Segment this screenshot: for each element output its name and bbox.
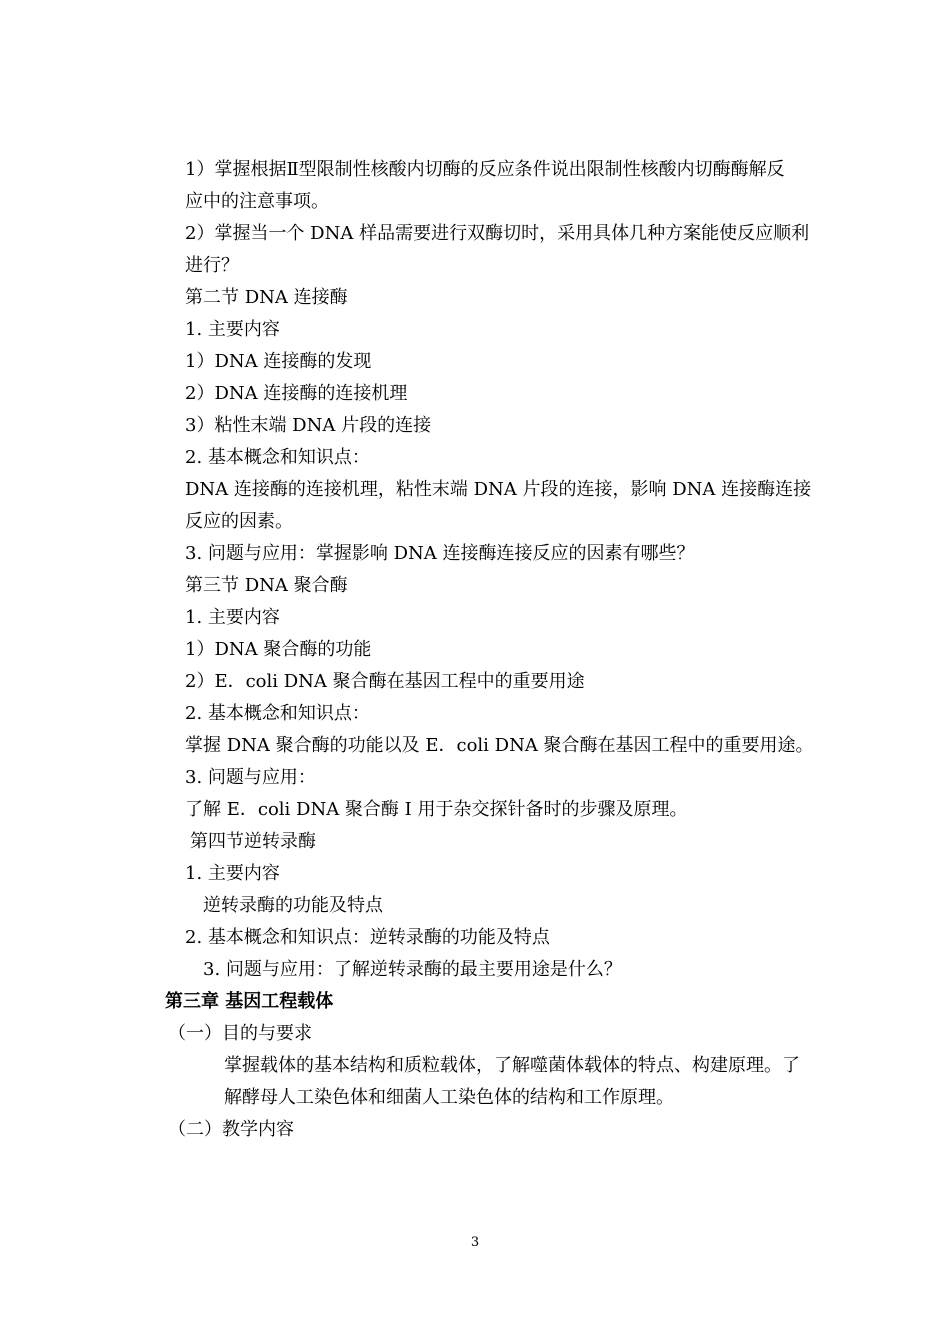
- text-line: 解酵母人工染色体和细菌人工染色体的结构和工作原理。: [224, 1087, 674, 1108]
- text-line: 进行？: [185, 255, 239, 276]
- text-line: 逆转录酶的功能及特点: [203, 895, 383, 916]
- text-line: 2）掌握当一个 DNA 样品需要进行双酶切时，采用具体几种方案能使反应顺利: [185, 223, 810, 244]
- text-line: 3. 问题与应用：了解逆转录酶的最主要用途是什么？: [203, 959, 622, 980]
- text-line: DNA 连接酶的连接机理，粘性末端 DNA 片段的连接，影响 DNA 连接酶连接: [185, 479, 812, 500]
- text-line: 3. 问题与应用：掌握影响 DNA 连接酶连接反应的因素有哪些？: [185, 543, 695, 564]
- page-number: 3: [470, 1235, 480, 1250]
- section-heading: 第四节逆转录酶: [190, 831, 316, 852]
- text-line: 1. 主要内容: [185, 863, 280, 884]
- text-line: 了解 E．coli DNA 聚合酶 I 用于杂交探针备时的步骤及原理。: [185, 799, 688, 820]
- section-heading: 第三节 DNA 聚合酶: [185, 575, 348, 596]
- subsection-heading: （一）目的与要求: [168, 1023, 312, 1044]
- text-line: 2）DNA 连接酶的连接机理: [185, 383, 408, 404]
- text-line: 1）DNA 聚合酶的功能: [185, 639, 372, 660]
- chapter-heading: 第三章 基因工程载体: [165, 991, 334, 1012]
- text-line: 2. 基本概念和知识点：: [185, 703, 370, 724]
- text-line: 反应的因素。: [185, 511, 293, 532]
- subsection-heading: （二）教学内容: [168, 1119, 294, 1140]
- text-line: 2. 基本概念和知识点：逆转录酶的功能及特点: [185, 927, 550, 948]
- text-line: 1. 主要内容: [185, 319, 280, 340]
- text-line: 3）粘性末端 DNA 片段的连接: [185, 415, 432, 436]
- text-line: 1）掌握根据Ⅱ型限制性核酸内切酶的反应条件说出限制性核酸内切酶酶解反: [185, 159, 785, 180]
- text-line: 应中的注意事项。: [185, 191, 329, 212]
- text-line: 3. 问题与应用：: [185, 767, 316, 788]
- text-line: 掌握载体的基本结构和质粒载体，了解噬菌体载体的特点、构建原理。了: [224, 1055, 800, 1076]
- text-line: 1）DNA 连接酶的发现: [185, 351, 372, 372]
- section-heading: 第二节 DNA 连接酶: [185, 287, 348, 308]
- text-line: 1. 主要内容: [185, 607, 280, 628]
- text-line: 2. 基本概念和知识点：: [185, 447, 370, 468]
- text-line: 掌握 DNA 聚合酶的功能以及 E．coli DNA 聚合酶在基因工程中的重要用途。: [185, 735, 814, 756]
- text-line: 2）E．coli DNA 聚合酶在基因工程中的重要用途: [185, 671, 585, 692]
